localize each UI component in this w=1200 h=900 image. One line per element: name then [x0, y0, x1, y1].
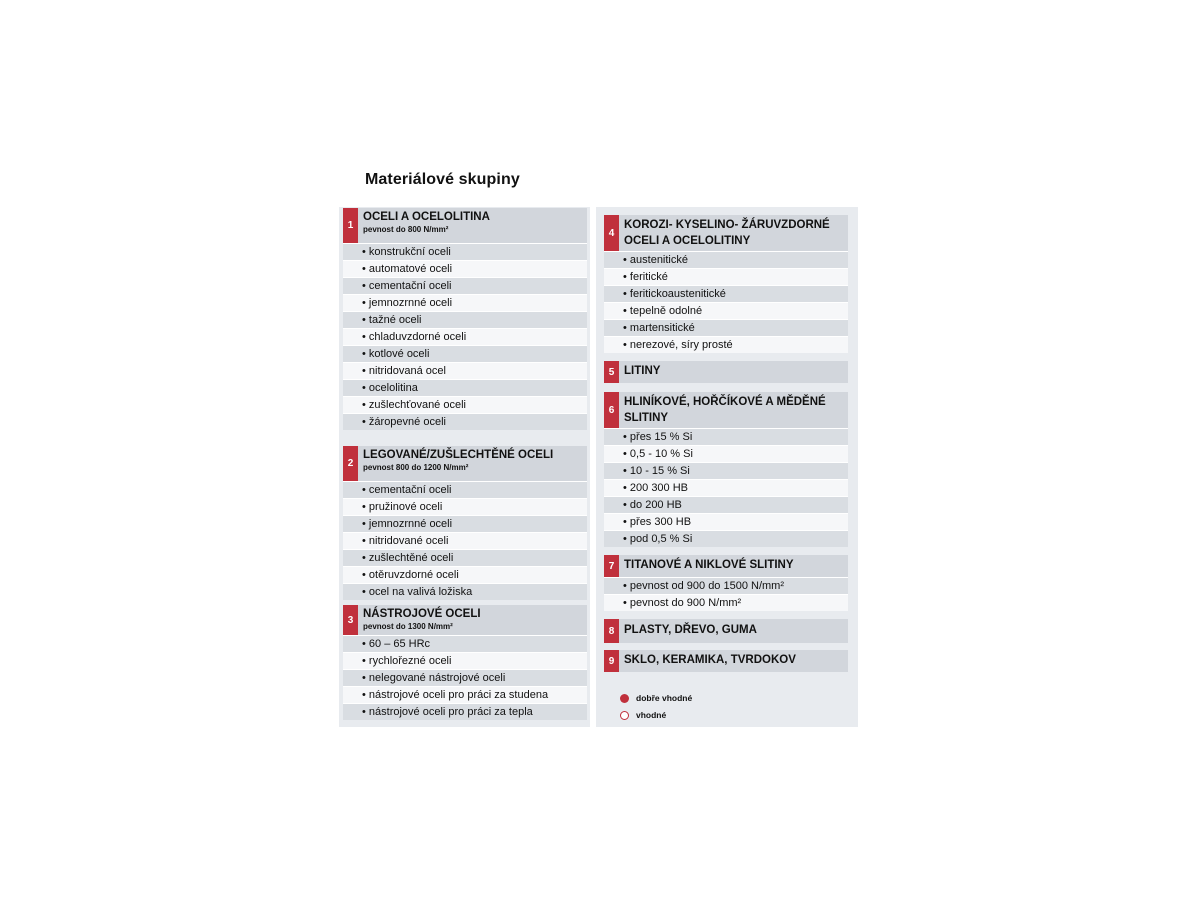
group-header — [343, 446, 587, 481]
group-2 — [343, 446, 587, 600]
list-item: • do 200 HB — [604, 496, 848, 513]
list-item: • zušlechťované oceli — [343, 396, 587, 413]
group-name: NÁSTROJOVÉ OCELI — [363, 608, 481, 620]
list-item: • 60 – 65 HRc — [343, 635, 587, 652]
group-9 — [604, 650, 848, 672]
group-number: 6 — [604, 392, 619, 428]
list-item: • žáropevné oceli — [343, 413, 587, 430]
list-item: • austenitické — [604, 251, 848, 268]
list-item: • jemnozrnné oceli — [343, 515, 587, 532]
list-item: • pod 0,5 % Si — [604, 530, 848, 547]
group-6 — [604, 392, 848, 547]
legend-good-label: dobře vhodné — [636, 693, 693, 703]
list-item: • 10 - 15 % Si — [604, 462, 848, 479]
list-item: • 200 300 HB — [604, 479, 848, 496]
group-number: 7 — [604, 555, 619, 577]
group-name: PLASTY, DŘEVO, GUMA — [624, 624, 757, 636]
group-subtitle: pevnost do 1300 N/mm² — [363, 622, 453, 631]
group-name: LEGOVANÉ/ZUŠLECHTĚNÉ OCELI — [363, 449, 554, 461]
list-item: • ocelolitina — [343, 379, 587, 396]
page-title: Materiálové skupiny — [365, 171, 520, 188]
list-item: • automatové oceli — [343, 260, 587, 277]
group-number: 4 — [604, 215, 619, 251]
list-item: • nástrojové oceli pro práci za tepla — [343, 703, 587, 720]
list-item: • tepelně odolné — [604, 302, 848, 319]
group-header — [604, 555, 848, 577]
group-header — [604, 392, 848, 428]
list-item: • zušlechtěné oceli — [343, 549, 587, 566]
filled-dot-icon — [620, 694, 629, 703]
group-header — [343, 605, 587, 635]
group-subtitle: pevnost do 800 N/mm² — [363, 225, 449, 234]
list-item: • nerezové, síry prosté — [604, 336, 848, 353]
legend-suitable — [620, 710, 666, 720]
group-name: SKLO, KERAMIKA, TVRDOKOV — [624, 654, 796, 666]
list-item: • kotlové oceli — [343, 345, 587, 362]
list-item: • tažné oceli — [343, 311, 587, 328]
group-number: 3 — [343, 605, 358, 635]
empty-dot-icon — [620, 711, 629, 720]
list-item: • feritickoaustenitické — [604, 285, 848, 302]
group-4 — [604, 215, 848, 353]
group-header — [343, 208, 587, 243]
list-item: • ocel na valivá ložiska — [343, 583, 587, 600]
list-item: • nelegované nástrojové oceli — [343, 669, 587, 686]
group-8 — [604, 619, 848, 643]
list-item: • feritické — [604, 268, 848, 285]
group-number: 2 — [343, 446, 358, 481]
legend-suitable-label: vhodné — [636, 710, 667, 720]
list-item: • pevnost do 900 N/mm² — [604, 594, 848, 611]
left-panel — [339, 207, 590, 727]
list-item: • pevnost od 900 do 1500 N/mm² — [604, 577, 848, 594]
legend-good — [620, 693, 692, 703]
group-1 — [343, 208, 587, 430]
list-item: • cementační oceli — [343, 481, 587, 498]
group-number: 1 — [343, 208, 358, 243]
group-name: OCELI A OCELOLITINA — [363, 211, 490, 223]
group-number: 8 — [604, 619, 619, 643]
list-item: • nitridovaná ocel — [343, 362, 587, 379]
list-item: • konstrukční oceli — [343, 243, 587, 260]
list-item: • otěruvzdorné oceli — [343, 566, 587, 583]
list-item: • nástrojové oceli pro práci za studena — [343, 686, 587, 703]
list-item: • nitridované oceli — [343, 532, 587, 549]
list-item: • cementační oceli — [343, 277, 587, 294]
list-item: • přes 300 HB — [604, 513, 848, 530]
group-header — [604, 619, 848, 643]
list-item: • martensitické — [604, 319, 848, 336]
group-subtitle: pevnost 800 do 1200 N/mm² — [363, 463, 469, 472]
group-number: 5 — [604, 361, 619, 383]
group-number: 9 — [604, 650, 619, 672]
group-name: LITINY — [624, 365, 661, 377]
group-header — [604, 361, 848, 383]
right-panel — [596, 207, 858, 727]
list-item: • jemnozrnné oceli — [343, 294, 587, 311]
list-item: • 0,5 - 10 % Si — [604, 445, 848, 462]
group-3 — [343, 605, 587, 720]
list-item: • přes 15 % Si — [604, 428, 848, 445]
group-name: KOROZI- KYSELINO- ŽÁRUVZDORNÉ OCELI A OCELOLITINY — [624, 219, 830, 247]
list-item: • rychlořezné oceli — [343, 652, 587, 669]
group-name: TITANOVÉ A NIKLOVÉ SLITINY — [624, 559, 794, 571]
list-item: • pružinové oceli — [343, 498, 587, 515]
list-item: • chladuvzdorné oceli — [343, 328, 587, 345]
group-5 — [604, 361, 848, 383]
group-name: HLINÍKOVÉ, HOŘČÍKOVÉ A MĚDĚNÉ SLITINY — [624, 396, 826, 424]
group-header — [604, 650, 848, 672]
group-header — [604, 215, 848, 251]
group-7 — [604, 555, 848, 611]
